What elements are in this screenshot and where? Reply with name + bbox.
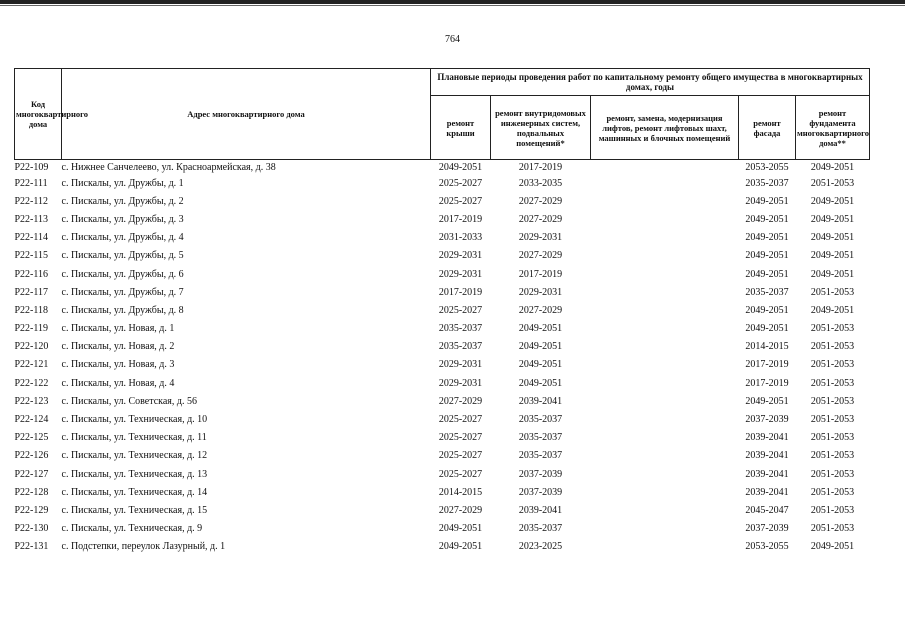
cell-foundation: 2051-2053 (810, 468, 855, 480)
cell-roof: 2029-2031 (438, 377, 483, 389)
cell-foundation: 2049-2051 (810, 213, 855, 225)
cell-address: с. Пискалы, ул. Техническая, д. 15 (61, 504, 208, 516)
cell-elevators (591, 283, 739, 301)
header-address: Адрес многоквартирного дома (62, 69, 431, 160)
cell-facade: 2049-2051 (745, 304, 789, 316)
cell-elevators (591, 210, 739, 228)
table-row (15, 229, 870, 247)
cell-address: с. Пискалы, ул. Дружбы, д. 8 (61, 304, 184, 316)
cell-address: с. Пискалы, ул. Техническая, д. 12 (61, 450, 208, 462)
cell-elevators (591, 229, 739, 247)
cell-code: Р22-112 (14, 195, 49, 207)
cell-roof: 2025-2027 (438, 450, 483, 462)
table-row (15, 174, 870, 192)
table-row (15, 160, 870, 175)
table-row (15, 301, 870, 319)
cell-facade: 2035-2037 (745, 177, 789, 189)
cell-roof: 2025-2027 (438, 414, 483, 426)
cell-elevators (591, 338, 739, 356)
cell-engineering: 2035-2037 (518, 523, 563, 535)
cell-roof: 2029-2031 (438, 359, 483, 371)
cell-roof: 2025-2027 (438, 432, 483, 444)
cell-address: с. Пискалы, ул. Дружбы, д. 3 (61, 213, 184, 225)
cell-roof: 2014-2015 (438, 486, 483, 498)
cell-foundation: 2051-2053 (810, 341, 855, 353)
cell-address: с. Пискалы, ул. Техническая, д. 10 (61, 414, 208, 426)
cell-address: с. Пискалы, ул. Новая, д. 3 (61, 359, 175, 371)
cell-engineering: 2049-2051 (518, 323, 563, 335)
cell-address: с. Нижнее Санчелеево, ул. Красноармейская, д. 38 (61, 161, 276, 173)
cell-elevators (591, 160, 739, 175)
cell-address: с. Пискалы, ул. Техническая, д. 9 (61, 523, 203, 535)
cell-facade: 2014-2015 (745, 341, 789, 353)
table-row (15, 356, 870, 374)
cell-foundation: 2051-2053 (810, 450, 855, 462)
cell-facade: 2053-2055 (745, 161, 789, 173)
top-border-rule-thin (0, 5, 905, 6)
cell-facade: 2039-2041 (745, 432, 789, 444)
header-engineering: ремонт внутридомовых инженерных систем, подвальных помещений* (491, 96, 591, 160)
top-border-rule (0, 0, 905, 4)
cell-code: Р22-114 (14, 232, 49, 244)
cell-facade: 2049-2051 (745, 232, 789, 244)
cell-engineering: 2017-2019 (518, 268, 563, 280)
table-row (15, 283, 870, 301)
cell-engineering: 2027-2029 (518, 213, 563, 225)
cell-address: с. Пискалы, ул. Дружбы, д. 5 (61, 250, 184, 262)
cell-roof: 2025-2027 (438, 177, 483, 189)
cell-roof: 2035-2037 (438, 341, 483, 353)
cell-code: Р22-121 (14, 359, 49, 371)
cell-foundation: 2051-2053 (810, 177, 855, 189)
cell-code: Р22-115 (14, 250, 49, 262)
cell-roof: 2025-2027 (438, 195, 483, 207)
cell-elevators (591, 429, 739, 447)
cell-code: Р22-126 (14, 450, 49, 462)
cell-roof: 2029-2031 (438, 250, 483, 262)
capital-repair-table (14, 68, 870, 556)
cell-engineering: 2039-2041 (518, 395, 563, 407)
cell-address: с. Пискалы, ул. Дружбы, д. 1 (61, 177, 184, 189)
cell-code: Р22-129 (14, 504, 49, 516)
header-foundation: ремонт фундамента многоквартирного дома** (796, 96, 870, 160)
table-row (15, 483, 870, 501)
cell-address: с. Пискалы, ул. Новая, д. 4 (61, 377, 175, 389)
cell-roof: 2027-2029 (438, 504, 483, 516)
cell-foundation: 2049-2051 (810, 250, 855, 262)
cell-foundation: 2051-2053 (810, 286, 855, 298)
cell-elevators (591, 356, 739, 374)
table-row (15, 410, 870, 428)
cell-foundation: 2051-2053 (810, 432, 855, 444)
cell-foundation: 2049-2051 (810, 195, 855, 207)
cell-address: с. Пискалы, ул. Новая, д. 2 (61, 341, 175, 353)
cell-engineering: 2027-2029 (518, 304, 563, 316)
cell-code: Р22-116 (14, 268, 49, 280)
table-body (15, 160, 870, 556)
cell-facade: 2017-2019 (745, 377, 789, 389)
cell-foundation: 2049-2051 (810, 232, 855, 244)
cell-engineering: 2017-2019 (518, 161, 563, 173)
table-row (15, 374, 870, 392)
cell-engineering: 2037-2039 (518, 486, 563, 498)
header-roof: ремонт крыши (431, 96, 491, 160)
cell-address: с. Пискалы, ул. Техническая, д. 11 (61, 432, 207, 444)
cell-roof: 2031-2033 (438, 232, 483, 244)
cell-code: Р22-125 (14, 432, 49, 444)
cell-engineering: 2029-2031 (518, 232, 563, 244)
cell-elevators (591, 392, 739, 410)
cell-elevators (591, 465, 739, 483)
header-code: Код многоквартирного дома (15, 69, 62, 160)
cell-foundation: 2051-2053 (810, 504, 855, 516)
table-row (15, 210, 870, 228)
cell-facade: 2037-2039 (745, 523, 789, 535)
table-row (15, 501, 870, 519)
cell-code: Р22-119 (14, 323, 49, 335)
cell-foundation: 2051-2053 (810, 395, 855, 407)
cell-roof: 2017-2019 (438, 213, 483, 225)
cell-engineering: 2033-2035 (518, 177, 563, 189)
table-row (15, 538, 870, 556)
cell-foundation: 2051-2053 (810, 323, 855, 335)
cell-facade: 2035-2037 (745, 286, 789, 298)
cell-roof: 2027-2029 (438, 395, 483, 407)
header-periods-group: Плановые периоды проведения работ по капитальному ремонту общего имущества в многоквартирных домах, годы (431, 69, 870, 96)
cell-engineering: 2027-2029 (518, 195, 563, 207)
cell-engineering: 2035-2037 (518, 450, 563, 462)
cell-foundation: 2049-2051 (810, 304, 855, 316)
cell-engineering: 2023-2025 (518, 541, 563, 553)
cell-code: Р22-127 (14, 468, 49, 480)
cell-roof: 2025-2027 (438, 468, 483, 480)
cell-engineering: 2039-2041 (518, 504, 563, 516)
cell-elevators (591, 538, 739, 556)
cell-engineering: 2035-2037 (518, 432, 563, 444)
table-row (15, 392, 870, 410)
cell-foundation: 2051-2053 (810, 377, 855, 389)
cell-code: Р22-118 (14, 304, 49, 316)
cell-code: Р22-128 (14, 486, 49, 498)
cell-code: Р22-120 (14, 341, 49, 353)
cell-facade: 2039-2041 (745, 468, 789, 480)
cell-facade: 2049-2051 (745, 195, 789, 207)
cell-code: Р22-111 (14, 177, 48, 189)
cell-foundation: 2049-2051 (810, 541, 855, 553)
table-header (15, 69, 870, 160)
cell-facade: 2049-2051 (745, 268, 789, 280)
table-row (15, 520, 870, 538)
cell-elevators (591, 374, 739, 392)
cell-roof: 2025-2027 (438, 304, 483, 316)
cell-facade: 2049-2051 (745, 395, 789, 407)
cell-code: Р22-109 (14, 161, 49, 173)
cell-facade: 2039-2041 (745, 486, 789, 498)
cell-facade: 2053-2055 (745, 541, 789, 553)
header-facade: ремонт фасада (739, 96, 796, 160)
cell-elevators (591, 301, 739, 319)
cell-foundation: 2051-2053 (810, 414, 855, 426)
cell-engineering: 2029-2031 (518, 286, 563, 298)
table-row (15, 247, 870, 265)
cell-code: Р22-113 (14, 213, 49, 225)
cell-facade: 2049-2051 (745, 250, 789, 262)
cell-facade: 2049-2051 (745, 323, 789, 335)
table-row (15, 338, 870, 356)
cell-roof: 2049-2051 (438, 541, 483, 553)
cell-elevators (591, 265, 739, 283)
cell-engineering: 2049-2051 (518, 341, 563, 353)
cell-engineering: 2049-2051 (518, 359, 563, 371)
cell-address: с. Пискалы, ул. Новая, д. 1 (61, 323, 175, 335)
cell-elevators (591, 483, 739, 501)
cell-elevators (591, 174, 739, 192)
cell-roof: 2017-2019 (438, 286, 483, 298)
cell-elevators (591, 247, 739, 265)
cell-address: с. Пискалы, ул. Дружбы, д. 2 (61, 195, 184, 207)
table-row (15, 192, 870, 210)
cell-address: с. Подстепки, переулок Лазурный, д. 1 (61, 541, 226, 553)
table-row (15, 447, 870, 465)
cell-roof: 2049-2051 (438, 523, 483, 535)
cell-address: с. Пискалы, ул. Дружбы, д. 7 (61, 286, 184, 298)
table-row (15, 265, 870, 283)
cell-elevators (591, 192, 739, 210)
cell-code: Р22-123 (14, 395, 49, 407)
cell-elevators (591, 410, 739, 428)
table-row (15, 429, 870, 447)
cell-facade: 2037-2039 (745, 414, 789, 426)
cell-elevators (591, 320, 739, 338)
cell-elevators (591, 501, 739, 519)
cell-facade: 2017-2019 (745, 359, 789, 371)
cell-engineering: 2049-2051 (518, 377, 563, 389)
table-row (15, 465, 870, 483)
cell-engineering: 2027-2029 (518, 250, 563, 262)
cell-address: с. Пискалы, ул. Дружбы, д. 4 (61, 232, 184, 244)
cell-code: Р22-122 (14, 377, 49, 389)
cell-address: с. Пискалы, ул. Дружбы, д. 6 (61, 268, 184, 280)
cell-foundation: 2049-2051 (810, 268, 855, 280)
cell-code: Р22-117 (14, 286, 49, 298)
cell-facade: 2049-2051 (745, 213, 789, 225)
cell-foundation: 2051-2053 (810, 523, 855, 535)
cell-address: с. Пискалы, ул. Советская, д. 56 (61, 395, 197, 407)
cell-engineering: 2035-2037 (518, 414, 563, 426)
cell-address: с. Пискалы, ул. Техническая, д. 13 (61, 468, 208, 480)
cell-code: Р22-124 (14, 414, 49, 426)
cell-engineering: 2037-2039 (518, 468, 563, 480)
cell-address: с. Пискалы, ул. Техническая, д. 14 (61, 486, 208, 498)
table-row (15, 320, 870, 338)
cell-roof: 2049-2051 (438, 161, 483, 173)
cell-facade: 2039-2041 (745, 450, 789, 462)
cell-code: Р22-131 (14, 541, 49, 553)
cell-code: Р22-130 (14, 523, 49, 535)
page-number: 764 (445, 34, 460, 45)
cell-facade: 2045-2047 (745, 504, 789, 516)
cell-roof: 2029-2031 (438, 268, 483, 280)
cell-elevators (591, 447, 739, 465)
cell-foundation: 2051-2053 (810, 359, 855, 371)
cell-elevators (591, 520, 739, 538)
cell-roof: 2035-2037 (438, 323, 483, 335)
cell-foundation: 2049-2051 (810, 161, 855, 173)
cell-foundation: 2051-2053 (810, 486, 855, 498)
header-elevators: ремонт, замена, модернизация лифтов, ремонт лифтовых шахт, машинных и блочных помещений (591, 96, 739, 160)
